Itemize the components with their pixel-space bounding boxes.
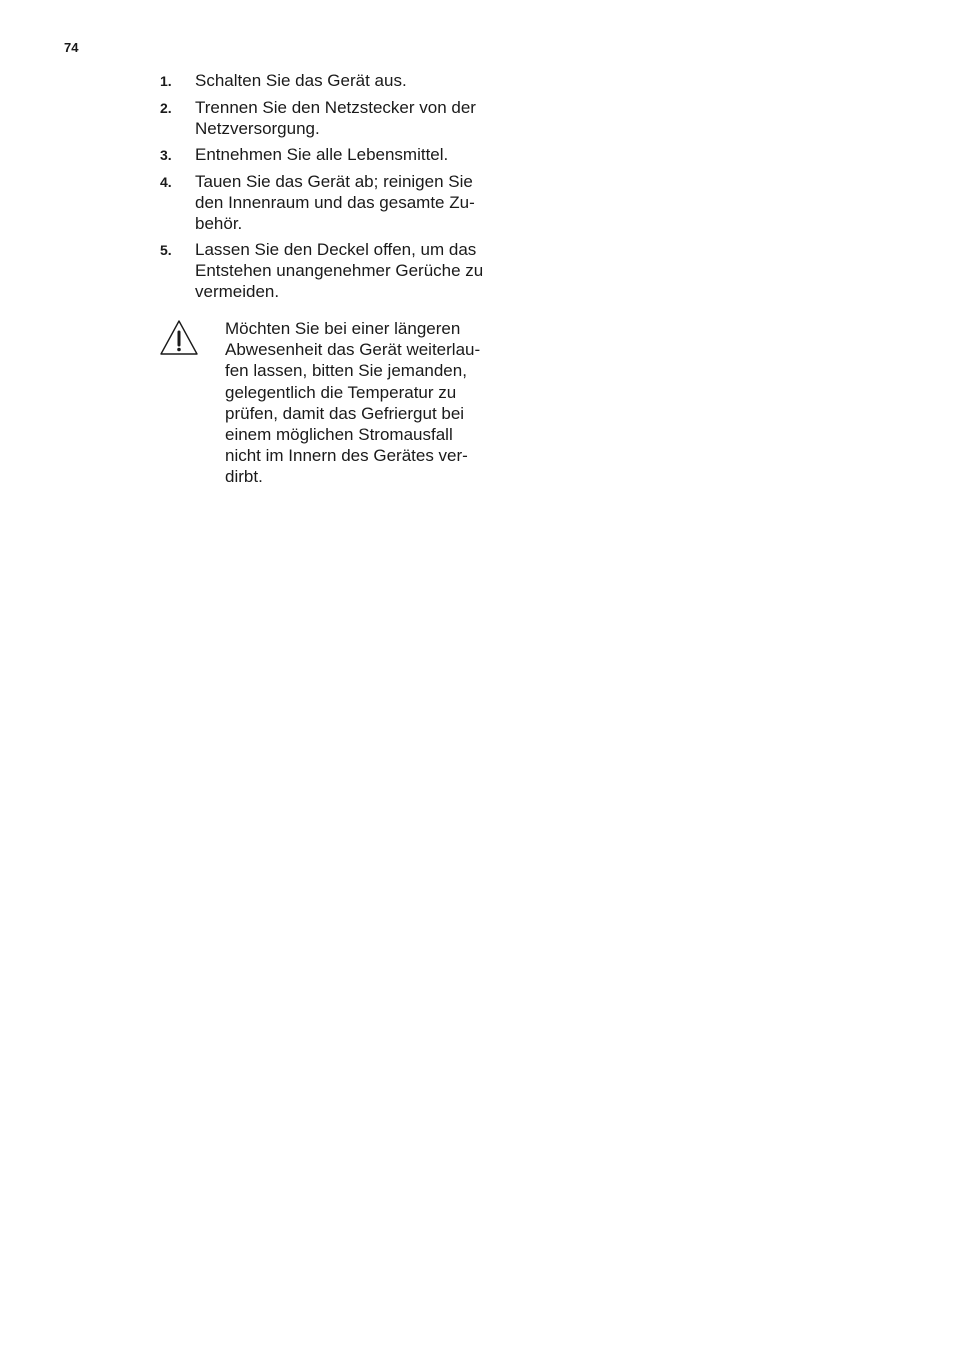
warning-text: Möchten Sie bei einer längeren Abwesenheit das Gerät weiterlau- fen lassen, bitten Sie jemanden, gelegentlich die Temperatur zu prüfen, damit das Gefriergut bei einem möglichen Stromausfall nicht im Innern des Gerätes ver- dirbt. xyxy=(225,319,481,487)
step-number: 4. xyxy=(160,174,172,190)
warning-triangle-icon xyxy=(158,318,200,358)
step-text: Lassen Sie den Deckel offen, um das Entstehen unangenehmer Gerüche zu vermeiden. xyxy=(195,240,484,301)
step-number: 1. xyxy=(160,73,172,89)
step-item xyxy=(160,97,520,139)
step-item xyxy=(160,171,520,234)
step-text: Entnehmen Sie alle Lebensmittel. xyxy=(195,145,449,164)
step-item xyxy=(160,239,520,302)
step-text: Schalten Sie das Gerät aus. xyxy=(195,71,407,90)
step-number: 3. xyxy=(160,147,172,163)
page-number: 74 xyxy=(64,40,79,55)
step-item xyxy=(160,144,520,166)
step-text: Tauen Sie das Gerät ab; reinigen Sie den Innenraum und das gesamte Zu- behör. xyxy=(195,172,475,233)
step-text: Trennen Sie den Netzstecker von der Netzversorgung. xyxy=(195,98,476,138)
warning-notice xyxy=(158,318,520,488)
step-number: 5. xyxy=(160,242,172,258)
step-item xyxy=(160,70,520,92)
step-number: 2. xyxy=(160,100,172,116)
instruction-steps xyxy=(160,70,520,307)
